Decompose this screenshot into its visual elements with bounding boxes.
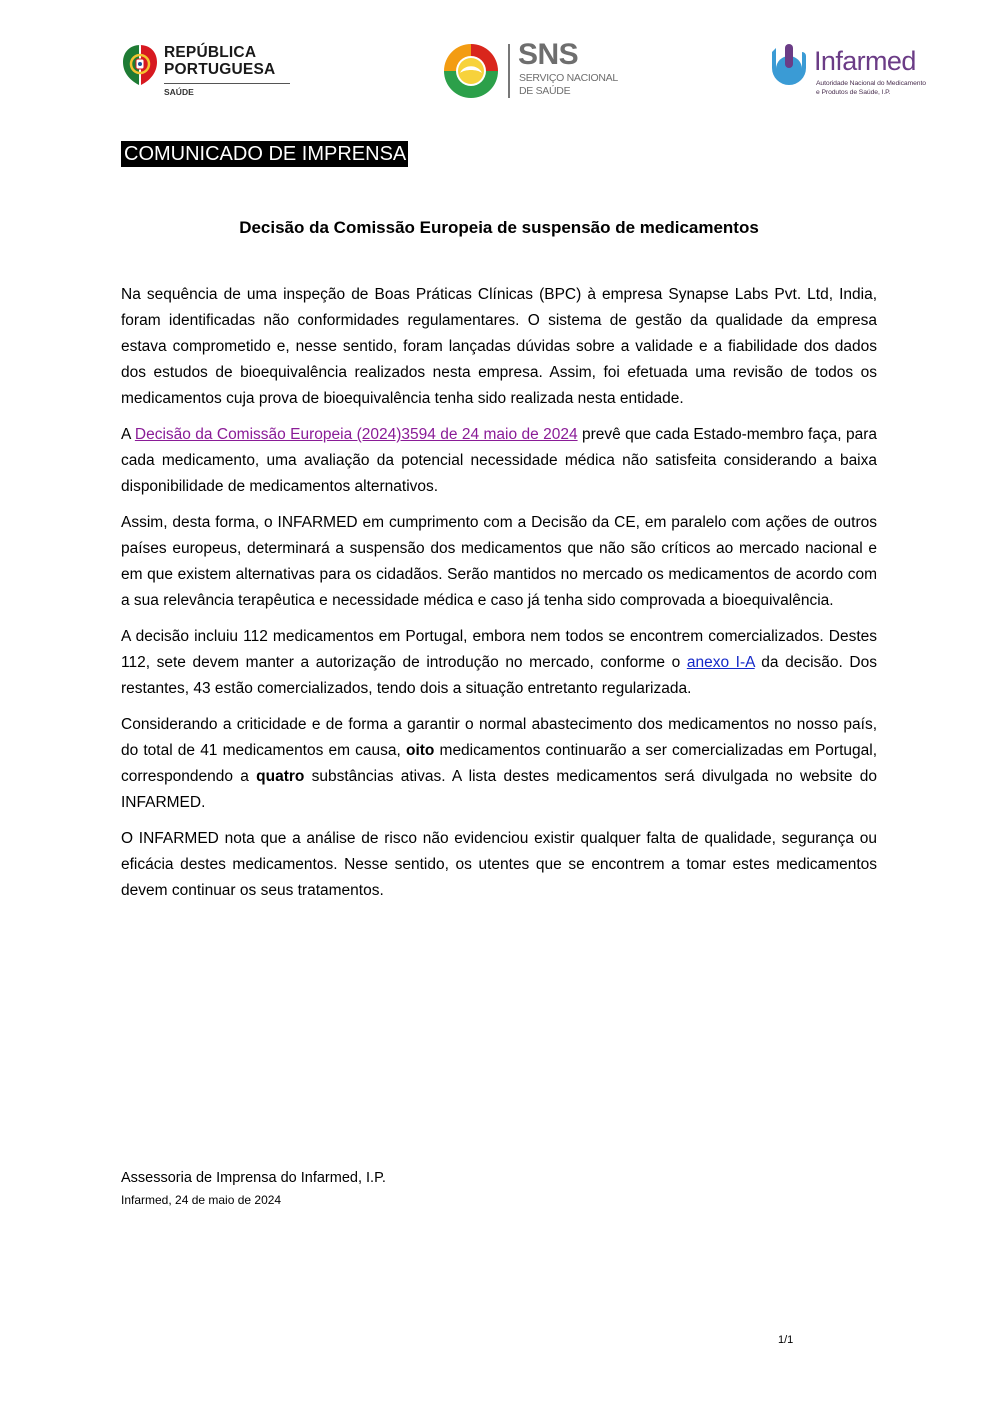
annex-ia-link[interactable]: anexo I-A [686, 654, 755, 671]
paragraph-5-bold-oito: oito [405, 742, 435, 759]
infarmed-drop-icon [766, 42, 812, 88]
signature: Assessoria de Imprensa do Infarmed, I.P. [121, 1170, 386, 1186]
infarmed-name: Infarmed [814, 46, 916, 76]
document-heading: Decisão da Comissão Europeia de suspensão de medicamentos [239, 218, 759, 237]
paragraph-5-part-e: substâncias ativas. A lista destes medicamentos será divulgada no website do INFARMED. [121, 768, 877, 811]
date-line: Infarmed, 24 de maio de 2024 [121, 1193, 282, 1207]
paragraph-5-part-a: Considerando a criticidade e de forma a garantir o normal abastecimento dos medicamentos no nosso país, do total de 41 medicamentos em causa, [121, 716, 877, 759]
paragraph-5 [121, 712, 877, 816]
sns-divider [508, 44, 510, 98]
republica-divider [164, 83, 290, 84]
portugal-emblem-icon [120, 42, 160, 88]
infarmed-subtitle-line2: e Produtos de Saúde, I.P. [816, 89, 891, 96]
paragraph-4-start: A decisão incluiu 112 medicamentos em Portugal, embora nem todos se encontrem comercializados. Destes 112, sete devem manter a autorização de introdução no mercado, conforme o [121, 628, 877, 671]
document-type-title: COMUNICADO DE IMPRENSA [121, 141, 408, 167]
paragraph-3: Assim, desta forma, o INFARMED em cumprimento com a Decisão da CE, em paralelo com ações de outros países europeus, determinará a suspensão dos medicamentos que não são críticos ao mercado nacional e em que existem alternativas para os cidadãos. Serão mantidos no mercado os medicamentos de acordo com a sua relevância terapêutica e necessidade médica e caso já tenha sido comprovada a bioequivalência. [121, 514, 877, 609]
republica-portuguesa-logo [120, 42, 295, 102]
ec-decision-link[interactable]: Decisão da Comissão Europeia (2024)3594 de 24 maio de 2024 [134, 426, 578, 443]
sns-title: SNS [518, 38, 579, 71]
paragraph-4-end: da decisão. Dos restantes, 43 estão comercializados, tendo dois a situação entretanto regularizada. [121, 654, 877, 697]
republica-subtitle: SAÚDE [164, 87, 194, 97]
page-number: 1/1 [778, 1334, 794, 1346]
paragraph-5-part-c: medicamentos continuarão a ser comercializadas em Portugal, correspondendo a [121, 742, 877, 785]
infarmed-logo [766, 42, 936, 100]
republica-line1: REPÚBLICA [164, 44, 257, 61]
sns-subtitle-line1: SERVIÇO NACIONAL [519, 72, 618, 84]
sns-logo [442, 38, 622, 100]
paragraph-5-bold-quatro: quatro [256, 768, 305, 785]
infarmed-subtitle-line1: Autoridade Nacional do Medicamento [816, 80, 926, 87]
paragraph-2-start: A [121, 426, 135, 443]
sns-subtitle-line2: DE SAÚDE [519, 85, 571, 97]
republica-line2: PORTUGUESA [164, 61, 276, 78]
paragraph-1: Na sequência de uma inspeção de Boas Práticas Clínicas (BPC) à empresa Synapse Labs Pvt. Ltd, India, foram identificadas não conformidades regulamentares. O sistema de gestão da qualidade da empresa estava comprometido e, nesse sentido, foram lançadas dúvidas sobre a validade e a fiabilidade dos dados dos estudos de bioequivalência realizados nesta empresa. Assim, foi efetuada uma revisão de todos os medicamentos cuja prova de bioequivalência tenha sido realizada nesta entidade. [121, 286, 877, 407]
document-body [121, 282, 877, 914]
paragraph-6: O INFARMED nota que a análise de risco não evidenciou existir qualquer falta de qualidade, segurança ou eficácia destes medicamentos. Nesse sentido, os utentes que se encontrem a tomar estes medicamentos devem continuar os seus tratamentos. [121, 830, 877, 899]
sns-ring-icon [442, 42, 500, 100]
paragraph-4 [121, 624, 877, 702]
paragraph-2 [121, 422, 877, 500]
paragraph-2-end: prevê que cada Estado-membro faça, para cada medicamento, uma avaliação da potencial necessidade médica não satisfeita considerando a baixa disponibilidade de medicamentos alternativos. [121, 426, 877, 495]
